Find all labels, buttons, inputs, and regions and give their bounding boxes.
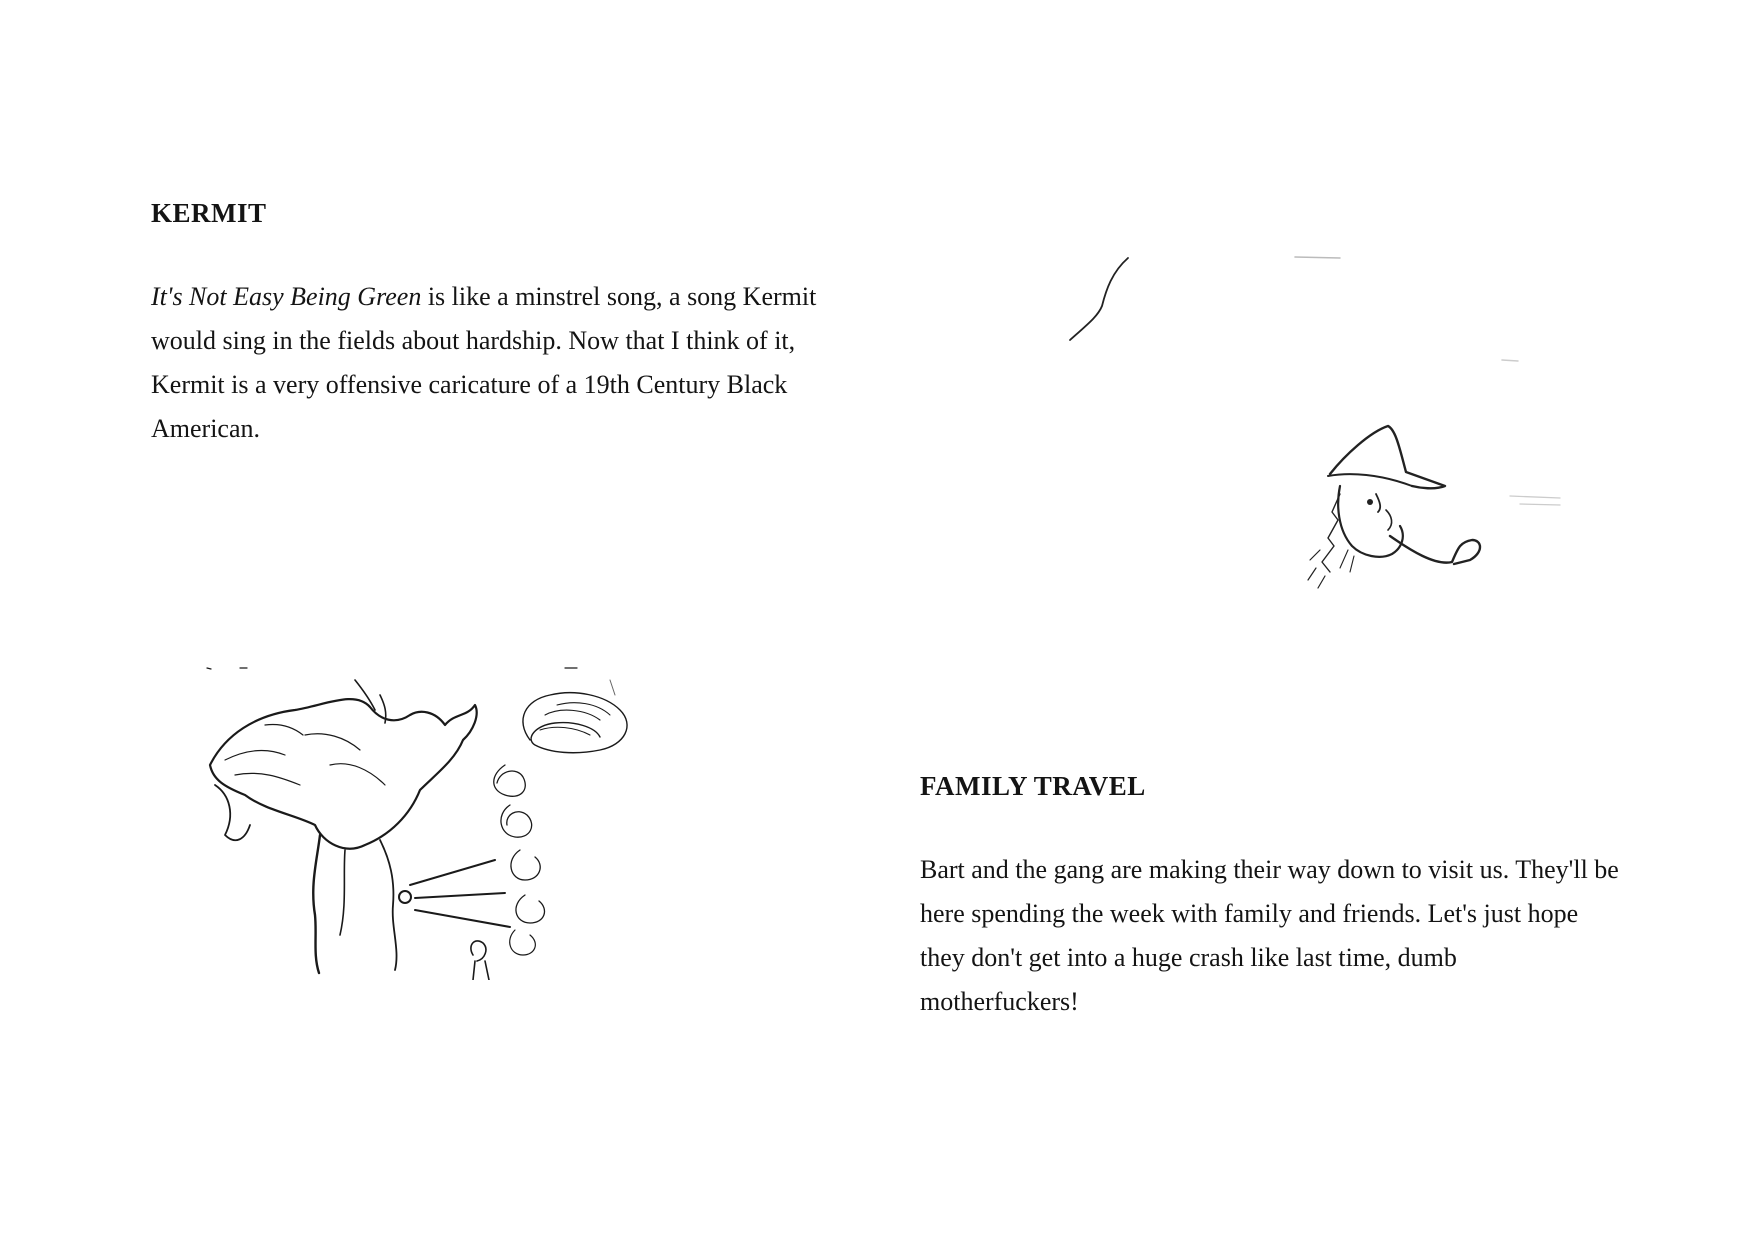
kermit-body: is like a minstrel song, a song Kermit would sing in the fields about hardship. Now that I think of it, Kermit is a very offensive caricature of a 19th Century Black American. [151,282,817,443]
kermit-sketch [205,665,745,980]
family-travel-paragraph: Bart and the gang are making their way down to visit us. They'll be here spending the week with family and friends. Let's just hope they don't get into a huge crash like last time, dumb motherfuckers! [920,855,1619,1016]
family-travel-heading: FAMILY TRAVEL [920,771,1146,801]
pipe-smoker-sketch [1040,250,1600,590]
kermit-paragraph [151,275,851,451]
family-travel-section [920,769,1620,1024]
kermit-section [151,196,851,451]
song-title: It's Not Easy Being Green [151,282,422,311]
kermit-heading: KERMIT [151,198,267,228]
